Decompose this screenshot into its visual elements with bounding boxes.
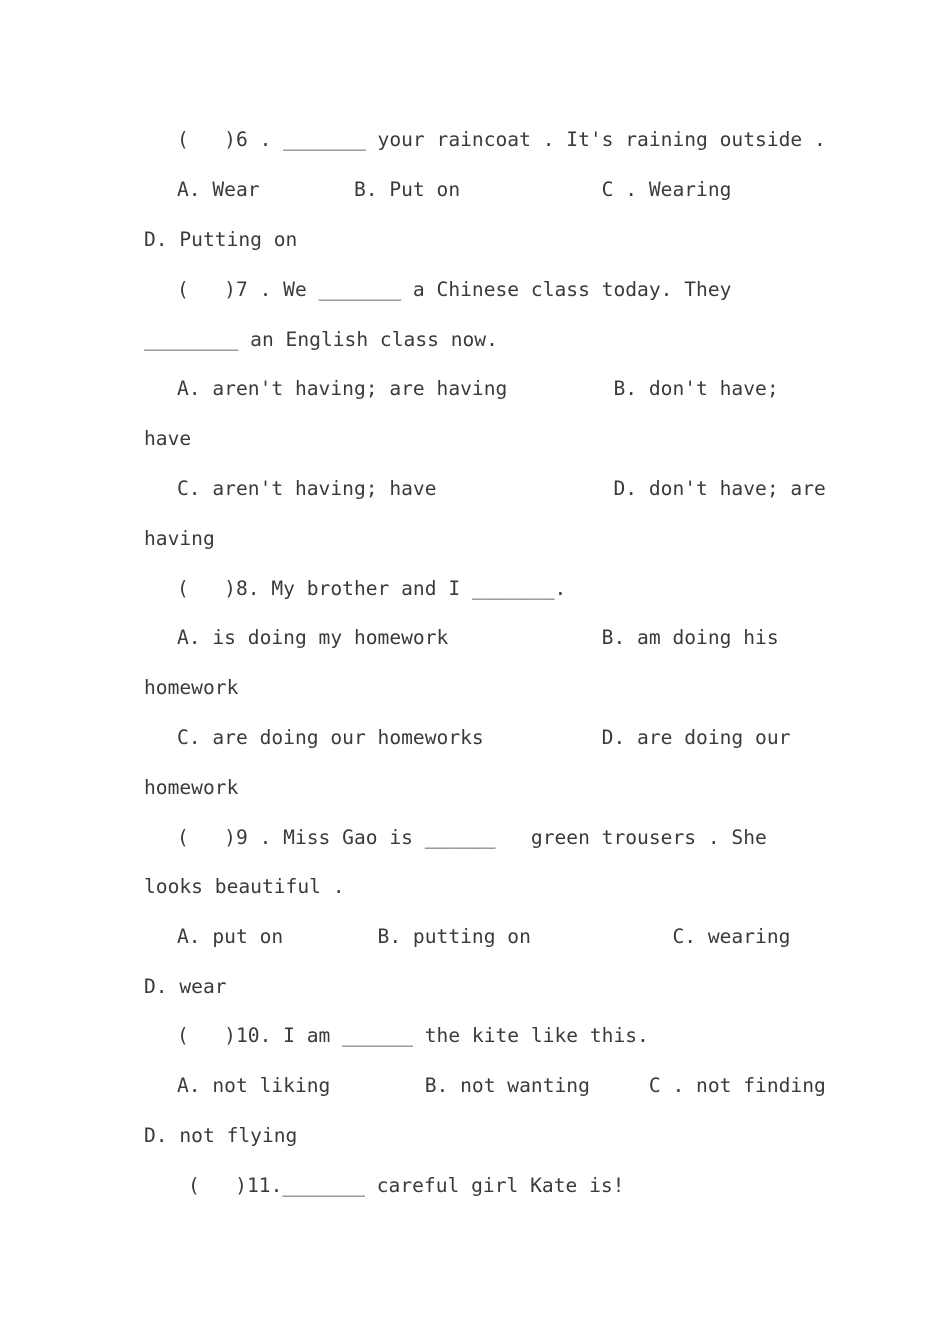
question-9-line-continued: looks beautiful . <box>144 875 345 898</box>
question-10-option-d: D. not flying <box>144 1124 298 1147</box>
question-10-line: ( )10. I am ______ the kite like this. <box>177 1024 649 1047</box>
question-7-line-continued: ________ an English class now. <box>144 328 498 351</box>
question-6-option-d: D. Putting on <box>144 228 298 251</box>
question-8-options-ab: A. is doing my homework B. am doing his <box>177 626 779 649</box>
question-6-line: ( )6 . _______ your raincoat . It's raining outside . <box>177 128 826 151</box>
question-10-options-abc: A. not liking B. not wanting C . not finding <box>177 1074 826 1097</box>
question-7-line: ( )7 . We _______ a Chinese class today. They <box>177 278 732 301</box>
question-7-options-ab: A. aren't having; are having B. don't have; <box>177 377 779 400</box>
question-8-option-b-continued: homework <box>144 676 239 699</box>
question-7-option-b-continued: have <box>144 427 192 450</box>
question-8-option-d-continued: homework <box>144 776 239 799</box>
question-6-options-abc: A. Wear B. Put on C . Wearing <box>177 178 732 201</box>
question-9-line: ( )9 . Miss Gao is ______ green trousers . She <box>177 826 767 849</box>
question-8-line: ( )8. My brother and I _______. <box>177 577 567 600</box>
question-9-option-d: D. wear <box>144 975 227 998</box>
question-9-options-abc: A. put on B. putting on C. wearing <box>177 925 791 948</box>
question-11-line: ( )11._______ careful girl Kate is! <box>188 1174 625 1197</box>
question-7-options-cd: C. aren't having; have D. don't have; are <box>177 477 826 500</box>
question-7-option-d-continued: having <box>144 527 215 550</box>
question-8-options-cd: C. are doing our homeworks D. are doing our <box>177 726 791 749</box>
